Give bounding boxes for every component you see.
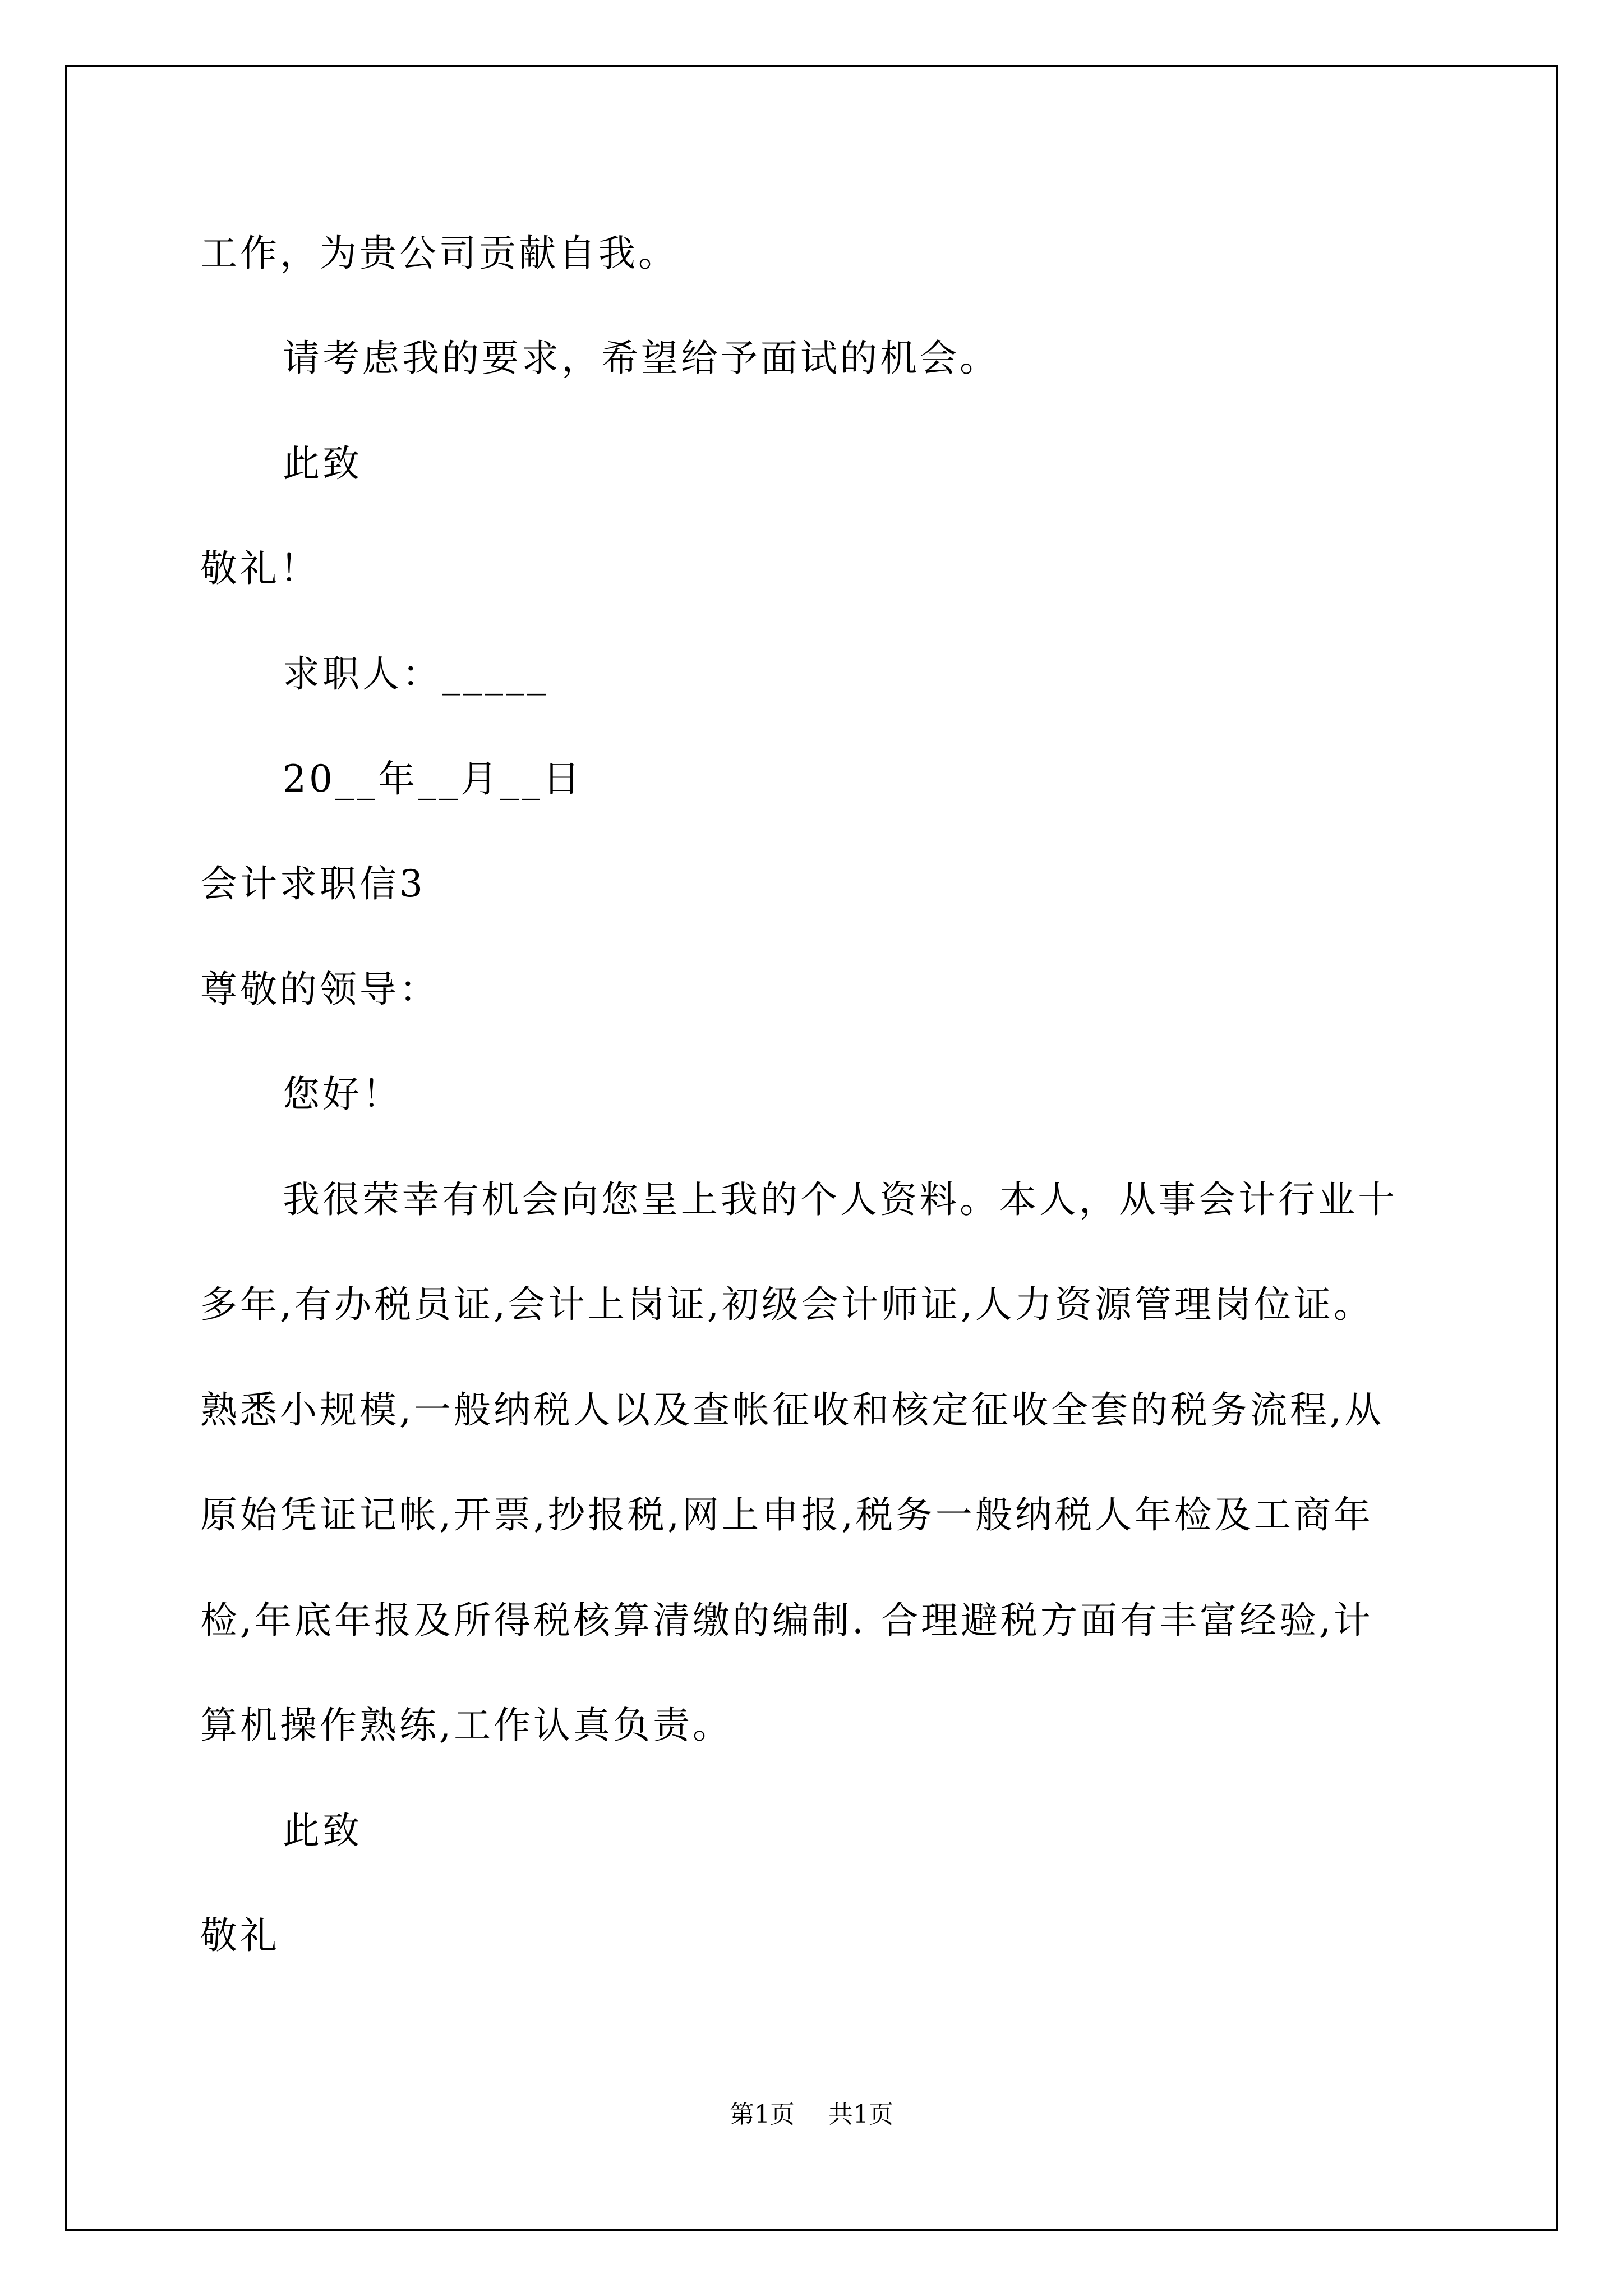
page-footer — [0, 2102, 1623, 2127]
body-paragraph-line-1: 我很荣幸有机会向您呈上我的个人资料。本人，从事会计行业十 — [283, 1178, 1398, 1221]
body-line-work-contribution: 工作，为贵公司贡献自我。 — [200, 232, 678, 275]
body-paragraph-line-2: 多年,有办税员证,会计上岗证,初级会计师证,人力资源管理岗位证。 — [200, 1283, 1373, 1326]
page-number: 第1页 — [730, 2100, 795, 2129]
page-total: 共1页 — [828, 2100, 893, 2129]
signature-date-line: 20__年__月__日 — [283, 757, 583, 800]
greeting: 您好！ — [283, 1073, 402, 1116]
body-paragraph-line-6: 算机操作熟练,工作认真负责。 — [200, 1704, 732, 1747]
page-border — [65, 65, 1558, 2231]
closing-cizhi-1: 此致 — [283, 442, 362, 485]
body-paragraph-line-5: 检,年底年报及所得税核算清缴的编制. 合理避税方面有丰富经验,计 — [200, 1599, 1373, 1642]
salutation: 尊敬的领导： — [200, 968, 439, 1011]
body-paragraph-line-4: 原始凭证记帐,开票,抄报税,网上申报,税务一般纳税人年检及工商年 — [200, 1493, 1373, 1536]
closing-jingli-2: 敬礼 — [200, 1914, 280, 1957]
body-paragraph-line-3: 熟悉小规模,一般纳税人以及查帐征收和核定征收全套的税务流程,从 — [200, 1388, 1384, 1432]
closing-jingli-1: 敬礼！ — [200, 547, 320, 590]
section-heading-letter-3: 会计求职信3 — [200, 862, 426, 905]
body-line-interview-request: 请考虑我的要求，希望给予面试的机会。 — [283, 337, 999, 380]
closing-cizhi-2: 此致 — [283, 1809, 362, 1852]
signature-applicant-line: 求职人：_____ — [283, 652, 548, 696]
